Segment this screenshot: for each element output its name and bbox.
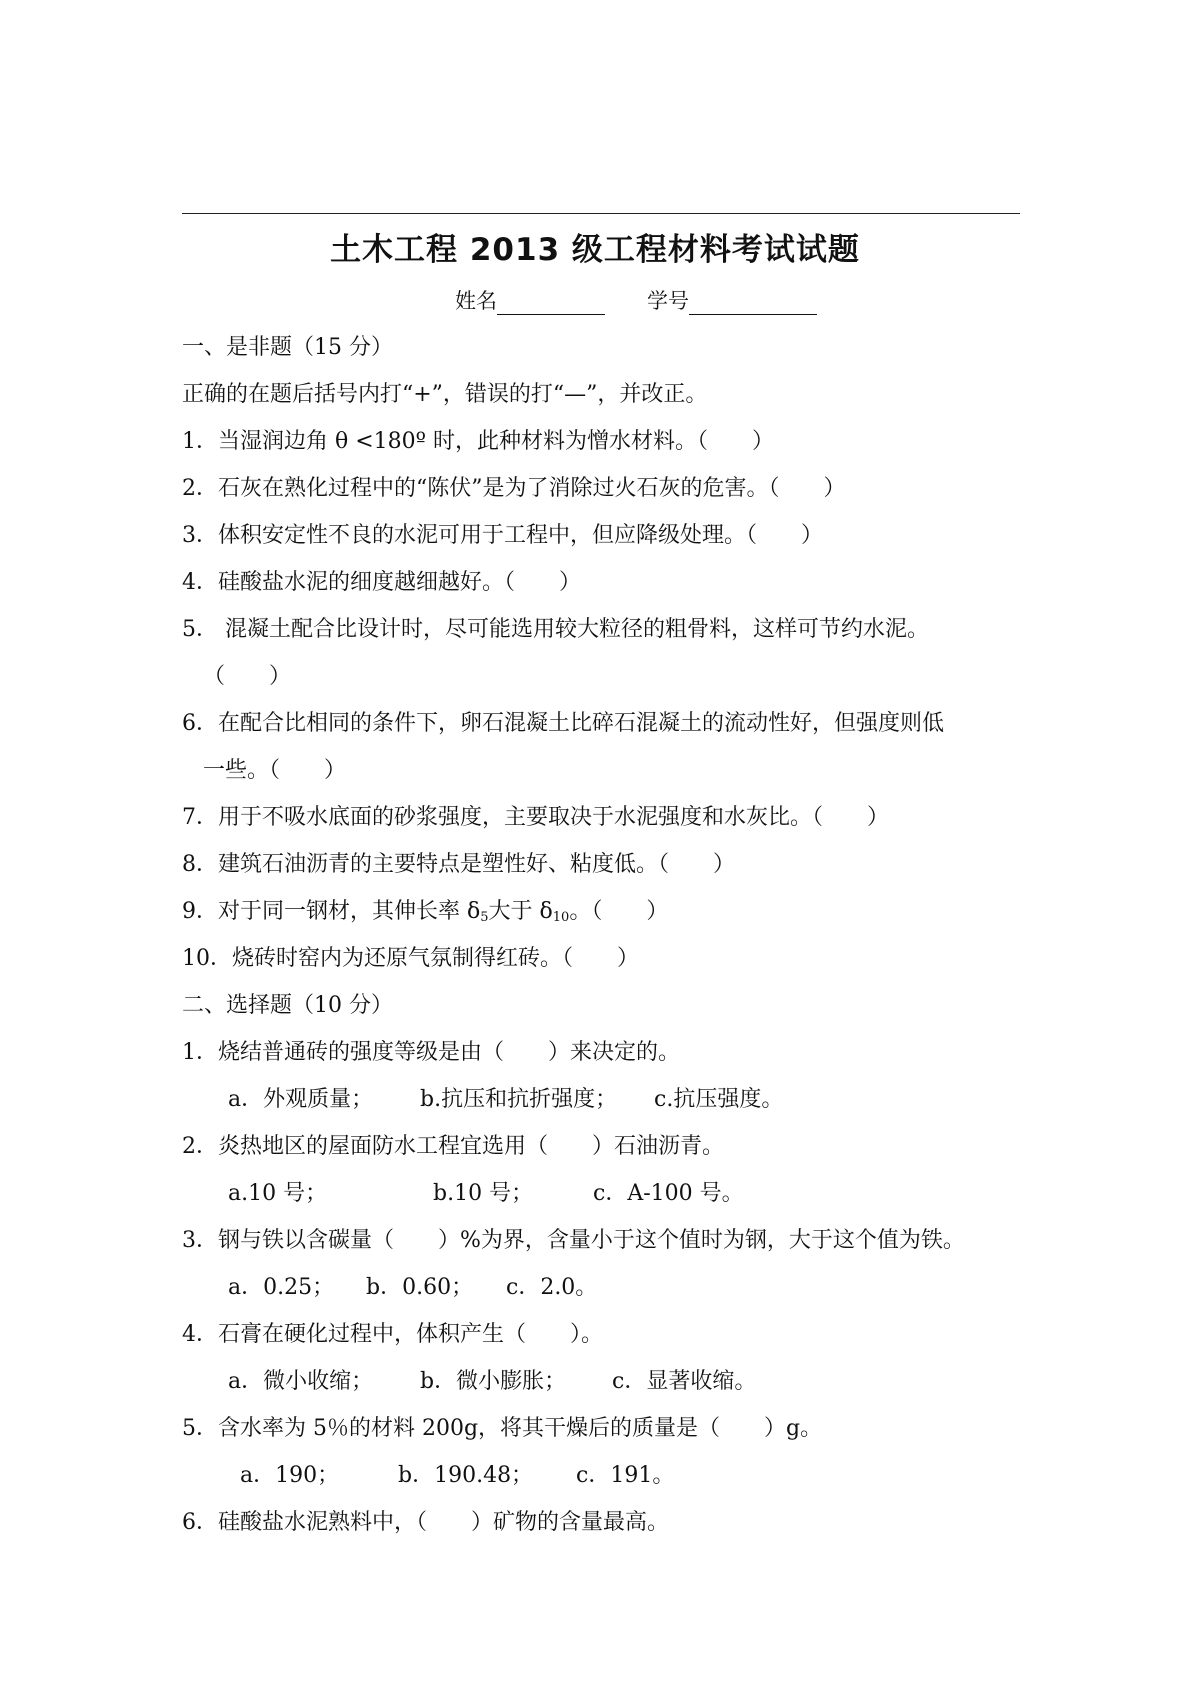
tf-question-10: 10．烧砖时窑内为还原气氛制得红砖。（ ） [182, 946, 639, 971]
section2-heading: 二、选择题（10 分） [182, 993, 393, 1018]
mc-question-3-options [228, 1273, 597, 1303]
mc-q4-option-c: c．显著收缩。 [612, 1369, 757, 1394]
tf-question-9-text-c: 。（ ） [569, 899, 669, 924]
section1-heading: 一、是非题（15 分） [182, 335, 393, 360]
tf-question-4: 4．硅酸盐水泥的细度越细越好。（ ） [182, 570, 581, 595]
name-blank [497, 290, 605, 315]
tf-question-6-cont: 一些。（ ） [203, 758, 347, 783]
mc-q2-option-c: c．A-100 号。 [593, 1181, 744, 1206]
mc-q5-option-c: c．191。 [576, 1463, 675, 1488]
mc-question-6: 6．硅酸盐水泥熟料中，（ ）矿物的含量最高。 [182, 1510, 669, 1535]
name-label: 姓名 [455, 289, 497, 313]
mc-question-4-options [228, 1367, 756, 1397]
exam-title: 土木工程 2013 级工程材料考试试题 [330, 232, 860, 268]
mc-question-4: 4．石膏在硬化过程中，体积产生（ ）。 [182, 1322, 603, 1347]
tf-question-6: 6．在配合比相同的条件下，卵石混凝土比碎石混凝土的流动性好，但强度则低 [182, 711, 944, 736]
mc-q4-option-a: a．微小收缩； [228, 1369, 374, 1394]
tf-question-9-sub-5: 5 [480, 910, 489, 925]
tf-question-9-text-a: 9．对于同一钢材，其伸长率 δ [182, 899, 481, 924]
tf-question-5: 5． 混凝土配合比设计时，尽可能选用较大粒径的粗骨料，这样可节约水泥。 [182, 617, 929, 642]
tf-question-9 [182, 897, 668, 933]
student-info-row [455, 285, 817, 315]
mc-q1-option-c: c.抗压强度。 [654, 1087, 784, 1112]
tf-question-9-sub-10: 10 [552, 910, 570, 925]
mc-question-3: 3．钢与铁以含碳量（ ）%为界，含量小于这个值时为钢，大于这个值为铁。 [182, 1228, 965, 1253]
mc-q5-option-a: a．190； [240, 1463, 340, 1488]
tf-question-7: 7．用于不吸水底面的砂浆强度，主要取决于水泥强度和水灰比。（ ） [182, 805, 889, 830]
mc-q5-option-b: b．190.48； [398, 1463, 534, 1488]
mc-q2-option-b: b.10 号； [433, 1181, 534, 1206]
tf-question-5-cont: （ ） [203, 664, 292, 689]
mc-question-1: 1．烧结普通砖的强度等级是由（ ）来决定的。 [182, 1040, 680, 1065]
tf-question-2: 2．石灰在熟化过程中的“陈伏”是为了消除过火石灰的危害。（ ） [182, 476, 846, 501]
mc-q3-option-b: b．0.60； [366, 1275, 474, 1300]
mc-q4-option-b: b．微小膨胀； [420, 1369, 567, 1394]
tf-question-3: 3．体积安定性不良的水泥可用于工程中，但应降级处理。（ ） [182, 523, 823, 548]
mc-q1-option-a: a．外观质量； [228, 1087, 374, 1112]
header-rule [182, 213, 1020, 214]
mc-q2-option-a: a.10 号； [228, 1181, 328, 1206]
mc-question-5-options [240, 1461, 674, 1491]
mc-question-5: 5．含水率为 5％的材料 200g，将其干燥后的质量是（ ）g。 [182, 1416, 823, 1441]
mc-q1-option-b: b.抗压和抗折强度； [420, 1087, 618, 1112]
mc-q3-option-c: c．2.0。 [506, 1275, 598, 1300]
id-blank [689, 290, 817, 315]
tf-question-9-text-b: 大于 δ [488, 899, 553, 924]
mc-question-2-options [228, 1179, 744, 1209]
tf-question-1: 1．当湿润边角 θ <180º 时，此种材料为憎水材料。（ ） [182, 429, 774, 454]
mc-q3-option-a: a．0.25； [228, 1275, 335, 1300]
id-label: 学号 [647, 289, 689, 313]
mc-question-2: 2．炎热地区的屋面防水工程宜选用（ ）石油沥青。 [182, 1134, 724, 1159]
tf-question-8: 8．建筑石油沥青的主要特点是塑性好、粘度低。（ ） [182, 852, 735, 877]
section1-instruction: 正确的在题后括号内打“+”，错误的打“—”，并改正。 [182, 382, 708, 407]
mc-question-1-options [228, 1085, 783, 1115]
